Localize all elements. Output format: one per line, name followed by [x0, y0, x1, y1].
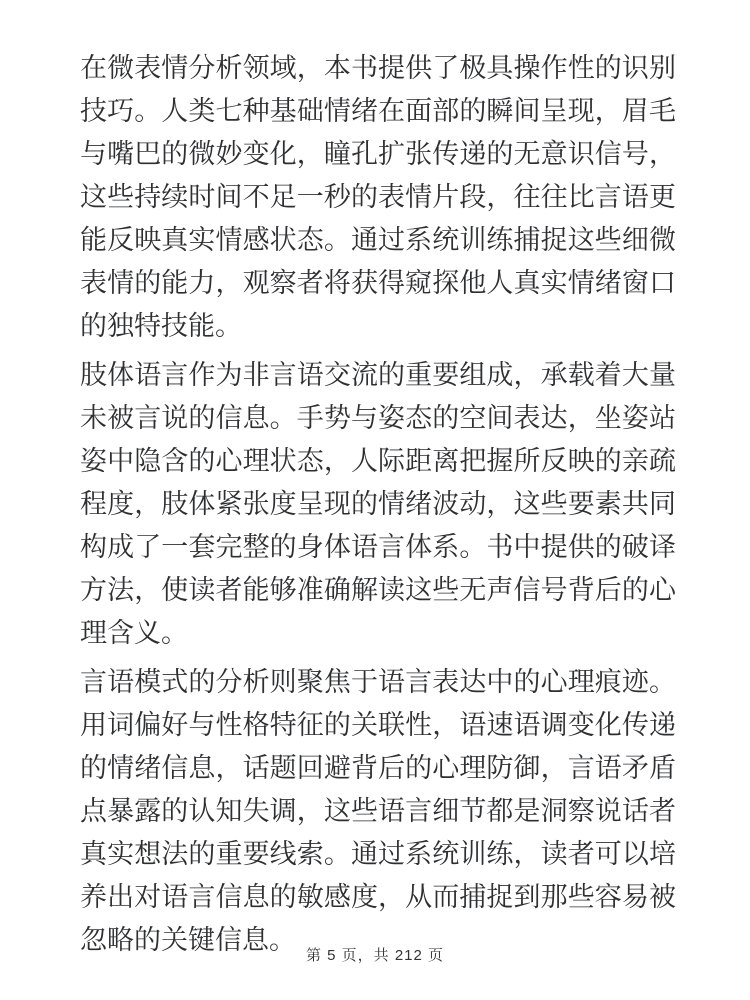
page-number-indicator: 第 5 页，共 212 页	[305, 947, 445, 964]
paragraph: 言语模式的分析则聚焦于语言表达中的心理痕迹。用词偏好与性格特征的关联性，语速语调变化传递的情绪信息，话题回避背后的心理防御，言语矛盾点暴露的认知失调，这些语言细节都是洞察说话者真实想法的重要线索。通过系统训练，读者可以培养出对语言信息的敏感度，从而捕捉到那些容易被忽略的关键信息。	[80, 667, 676, 955]
paragraph: 肢体语言作为非言语交流的重要组成，承载着大量未被言说的信息。手势与姿态的空间表达，坐姿站姿中隐含的心理状态，人际距离把握所反映的亲疏程度，肢体紧张度呈现的情绪波动，这些要素共同构成了一套完整的身体语言体系。书中提供的破译方法，使读者能够准确解读这些无声信号背后的心理含义。	[80, 360, 676, 648]
paragraph: 在微表情分析领域，本书提供了极具操作性的识别技巧。人类七种基础情绪在面部的瞬间呈现，眉毛与嘴巴的微妙变化，瞳孔扩张传递的无意识信号，这些持续时间不足一秒的表情片段，往往比言语更能反映真实情感状态。通过系统训练捕捉这些细微表情的能力，观察者将获得窥探他人真实情绪窗口的独特技能。	[80, 53, 676, 341]
page-footer	[0, 944, 750, 965]
page-body-text	[80, 47, 676, 968]
